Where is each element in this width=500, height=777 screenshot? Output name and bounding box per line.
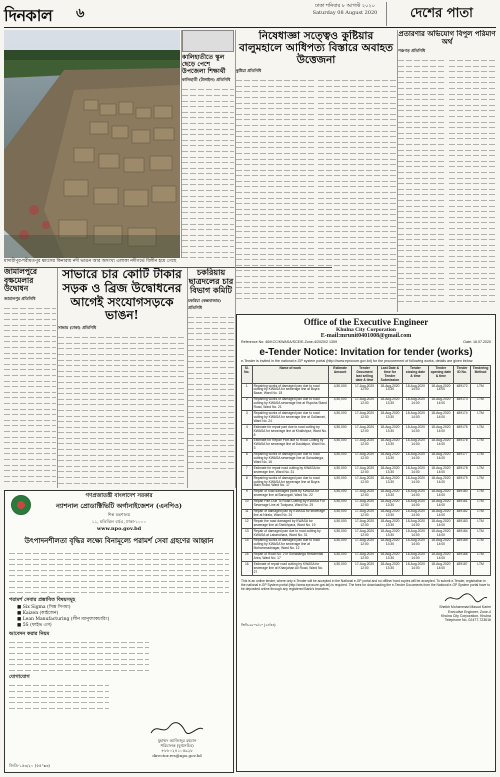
cell-id: 489177 — [454, 452, 471, 466]
cell-submission: 18-Aug-2020 13:30 — [377, 509, 402, 519]
cell-id: 489179 — [454, 476, 471, 490]
tender-row — [242, 509, 491, 519]
cell-submission: 18-Aug-2020 13:30 — [377, 562, 402, 576]
cell-doc-last: 17-Aug-2020 12:00 — [352, 476, 377, 490]
ad-service-item: ■ Kaizen (কাইজেন) — [17, 610, 59, 616]
story-columns — [236, 77, 396, 301]
cell-id: 489185 — [454, 538, 471, 552]
story-body-col1 — [398, 57, 446, 303]
col-sl: Sl. No. — [242, 366, 253, 384]
tender-row — [242, 452, 491, 466]
cell-opening: 18-Aug-2020 14:00 — [428, 529, 453, 539]
tender-row — [242, 529, 491, 539]
story-byline: সাভার (ঢাকা) প্রতিনিধি — [58, 325, 97, 331]
tender-row — [242, 538, 491, 552]
tender-row — [242, 466, 491, 476]
cell-opening: 18-Aug-2020 14:00 — [428, 425, 453, 439]
ad-signature-block — [129, 721, 225, 758]
cell-estimate: 4,50,000 — [328, 411, 351, 425]
cell-sl: 12 — [242, 519, 253, 529]
page-number: ৬ — [76, 6, 85, 21]
masthead — [4, 2, 496, 28]
notice-email-link[interactable]: E-mail:mrunit0401008@gmail.com — [320, 333, 412, 339]
story-byline: জামালপুর প্রতিনিধি — [4, 295, 36, 301]
cell-id: 489175 — [454, 425, 471, 439]
cell-name: Estimate for Repair Part due to Road Cutting by KWASA for sewerage line at Daulatpur, Ward No. 3 — [252, 438, 328, 452]
ad-contact-body — [9, 682, 109, 710]
cell-name: Estimate of repair road cutting by KWASA for sewerage line at Khanjahan Ali Road, Ward No. 27 — [252, 562, 328, 576]
cell-sl: 1 — [242, 384, 253, 398]
cell-opening: 18-Aug-2020 14:00 — [428, 384, 453, 398]
ad-signer-title: পরিচালক (যুগ্মসচিব) — [160, 743, 194, 748]
cell-id: 489176 — [454, 438, 471, 452]
cell-sl: 6 — [242, 452, 253, 466]
ad-footer — [9, 763, 229, 770]
cell-closing: 18-Aug-2020 14:00 — [403, 489, 428, 499]
cell-sl: 10 — [242, 499, 253, 509]
story-road-erosion — [58, 268, 186, 488]
cell-closing: 18-Aug-2020 14:00 — [403, 538, 428, 552]
notice-heading: e-Tender Notice: Invitation for tender (works) — [259, 347, 473, 358]
cell-submission: 18-Aug-2020 13:30 — [377, 411, 402, 425]
cell-estimate: 4,50,000 — [328, 499, 351, 509]
cell-closing: 18-Aug-2020 14:00 — [403, 552, 428, 562]
notice-signature-block — [237, 592, 495, 622]
cell-id: 489174 — [454, 411, 471, 425]
column-rule — [57, 268, 58, 488]
cell-opening: 18-Aug-2020 14:00 — [428, 552, 453, 562]
cell-closing: 18-Aug-2020 14:00 — [403, 519, 428, 529]
cell-doc-last: 17-Aug-2020 12:00 — [352, 519, 377, 529]
cell-id: 489182 — [454, 509, 471, 519]
col-name: Name of work — [252, 366, 328, 384]
cell-method: LTM — [471, 509, 491, 519]
cell-id: 489187 — [454, 562, 471, 576]
cell-id: 489181 — [454, 499, 471, 509]
cell-doc-last: 17-Aug-2020 12:00 — [352, 489, 377, 499]
cell-name: Repairing works of damaged pan due to road cutting by KWASA for sewerage line at Mohammadnagar, Ward No. 12 — [252, 538, 328, 552]
cell-doc-last: 17-Aug-2020 12:00 — [352, 538, 377, 552]
cell-sl: 13 — [242, 529, 253, 539]
tender-row — [242, 489, 491, 499]
cell-closing: 18-Aug-2020 14:00 — [403, 397, 428, 411]
cell-sl: 3 — [242, 411, 253, 425]
cell-name: Repairing works of damaged pan due to road cutting by KWASA for sewerage line at Boyra Main Road, Ward No. 17 — [252, 476, 328, 490]
cell-submission: 18-Aug-2020 13:30 — [377, 452, 402, 466]
cell-closing: 18-Aug-2020 14:00 — [403, 411, 428, 425]
cell-opening: 18-Aug-2020 14:00 — [428, 411, 453, 425]
story-body — [188, 314, 234, 471]
cell-id: 489186 — [454, 552, 471, 562]
cell-method: LTM — [471, 384, 491, 398]
ad-service-item: ■ Six Sigma (সিক্স সিগমা) — [17, 604, 71, 610]
story-kushtia — [236, 30, 396, 312]
cell-estimate: 4,50,000 — [328, 425, 351, 439]
cell-id: 489173 — [454, 397, 471, 411]
cell-method: LTM — [471, 466, 491, 476]
cell-estimate: 4,50,000 — [328, 509, 351, 519]
cell-sl: 11 — [242, 509, 253, 519]
cell-method: LTM — [471, 562, 491, 576]
story-headline: চকরিয়ায় ছাত্রদলের চার বিভাগ কমিটি — [188, 268, 234, 296]
story-kalihati — [182, 30, 234, 258]
cell-estimate: 4,50,000 — [328, 562, 351, 576]
story-body-col1 — [236, 77, 314, 301]
cell-submission: 18-Aug-2020 13:30 — [377, 552, 402, 562]
cell-opening: 18-Aug-2020 14:00 — [428, 509, 453, 519]
cell-method: LTM — [471, 552, 491, 562]
npo-advertisement — [4, 490, 234, 773]
story-headline: সাভারে চার কোটি টাকার সড়ক ও ব্রিজ উদ্বোধনের আগেই সংযোগসড়কে ভাঙন! — [62, 268, 182, 323]
cell-submission: 18-Aug-2020 13:30 — [377, 425, 402, 439]
ad-headline: উৎপাদনশীলতা বৃদ্ধির লক্ষ্যে বিনামূল্যে পরামর্শ সেবা গ্রহণের আহ্বান — [24, 536, 214, 545]
tender-row — [242, 562, 491, 576]
cell-id: 489172 — [454, 384, 471, 398]
cell-doc-last: 17-Aug-2020 12:00 — [352, 384, 377, 398]
cell-estimate: 4,50,000 — [328, 476, 351, 490]
ad-apply-title: আবেদন করার নিয়ম — [9, 630, 50, 637]
dateline — [304, 3, 386, 17]
tender-row — [242, 499, 491, 509]
notice-header — [237, 315, 495, 339]
cell-opening: 18-Aug-2020 14:00 — [428, 452, 453, 466]
signature-icon — [441, 592, 491, 604]
cell-id: 489178 — [454, 466, 471, 476]
cell-opening: 18-Aug-2020 14:00 — [428, 476, 453, 490]
cell-name: Repairing works of damaged pan due to road cutting by KWASA sewerage line at Sonadanga, Ward No. 16 — [252, 452, 328, 466]
date-en: Saturday 08 August 2020 — [312, 10, 378, 16]
col-doc-last: Tender Document last selling date & time — [352, 366, 377, 384]
cell-submission: 18-Aug-2020 13:30 — [377, 476, 402, 490]
tender-row — [242, 425, 491, 439]
cell-closing: 18-Aug-2020 14:00 — [403, 499, 428, 509]
story-thumbnail — [182, 30, 234, 52]
notice-signer-org: Khulna City Corporation, Khulna — [440, 613, 491, 618]
cell-sl: 15 — [242, 552, 253, 562]
cell-sl: 2 — [242, 397, 253, 411]
cell-doc-last: 17-Aug-2020 12:00 — [352, 529, 377, 539]
column-rule — [181, 30, 182, 258]
cell-opening: 18-Aug-2020 14:00 — [428, 519, 453, 529]
story-body — [58, 334, 186, 485]
cell-submission: 18-Aug-2020 13:30 — [377, 519, 402, 529]
cell-closing: 18-Aug-2020 14:00 — [403, 562, 428, 576]
notice-date: Date: 16.07.2020 — [463, 340, 491, 344]
cell-name: Repair of damaged pan due to road cutting by KWASA at Labanchara, Ward No. 31 — [252, 529, 328, 539]
story-headline: কালিহাতীতে স্কুল ছেড়ে পেশে উপজেলা শিক্ষার্থী — [182, 54, 226, 76]
cell-name: Repair the road damaged by KWASA for sewerage line at Sheikhpara, Ward No. 19 — [252, 519, 328, 529]
tender-row — [242, 411, 491, 425]
story-byline: পঞ্চগড় প্রতিনিধি — [398, 48, 426, 54]
cell-estimate: 4,50,000 — [328, 489, 351, 499]
cell-sl: 7 — [242, 466, 253, 476]
cell-sl: 5 — [242, 438, 253, 452]
tender-notice — [236, 314, 496, 772]
notice-footer: This is an online tender, where only e-Tender will be accepted in the National e-GP portal and no offline/ hard copies will be accepted. To submit e-Tender, registration in the national e-GP System portal (http://www.eprocure.gov.bd) is required. The fees for downloading the e-Tender Documents from the National e-GP System portal have to be deposited online through any registered Bank's branches. — [241, 579, 490, 592]
cell-method: LTM — [471, 425, 491, 439]
tender-row — [242, 476, 491, 490]
section-title: দেশের পাতা — [386, 2, 496, 26]
cell-method: LTM — [471, 529, 491, 539]
cell-method: LTM — [471, 489, 491, 499]
story-right — [398, 30, 496, 312]
cell-doc-last: 17-Aug-2020 12:00 — [352, 499, 377, 509]
cell-opening: 18-Aug-2020 14:00 — [428, 538, 453, 552]
story-headline: প্রতারণার অভিযোগ বিপুল পরিমাণ অর্থ — [398, 30, 496, 47]
cell-method: LTM — [471, 438, 491, 452]
ad-email-link[interactable]: director.res@npo.gov.bd — [152, 753, 202, 758]
cell-sl: 16 — [242, 562, 253, 576]
cell-doc-last: 17-Aug-2020 12:00 — [352, 452, 377, 466]
date-bn: ঢাকা শনিবার ৮ আগস্ট ২০২০ — [315, 3, 375, 9]
cell-doc-last: 17-Aug-2020 12:00 — [352, 425, 377, 439]
notice-memo: জিডি-৯৮০৬/২০ (২৩”x৩) — [241, 623, 276, 628]
cell-id: 489184 — [454, 529, 471, 539]
cell-closing: 18-Aug-2020 14:00 — [403, 476, 428, 490]
ad-services-title: পরামর্শ সেবার প্রস্তাবিত বিষয়সমূহ — [9, 596, 76, 603]
ad-service-item: ■ 5S (ফাইভ এস) — [17, 622, 52, 628]
ad-phone: +৮৮০২৪১০৫৯২৮ — [161, 748, 193, 753]
story-headline: জামালপুরে বৃক্ষমেলার উদ্বোধন — [4, 268, 38, 294]
cell-estimate: 4,50,000 — [328, 529, 351, 539]
river-erosion-photo — [4, 30, 180, 258]
column-rule — [397, 30, 398, 312]
col-closing: Tender closing date & time — [403, 366, 428, 384]
ad-signer-name: মুহাম্মদ আজিজুর রহমান — [157, 738, 197, 743]
cell-estimate: 4,50,000 — [328, 552, 351, 562]
notice-signer-phone: Telephone No. 02477-723616 — [444, 618, 491, 622]
cell-name: Repair of damaged pan by KWASA for sewerage line at Nirala, Ward No. 24 — [252, 509, 328, 519]
cell-name: Repairing works of damaged pan due to road cutting by KWASA for sewerage line at Gollamari, Ward No. 24 — [252, 411, 328, 425]
cell-submission: 18-Aug-2020 13:30 — [377, 438, 402, 452]
tender-row — [242, 552, 491, 562]
notice-signer-title: Executive Engineer, Zone-4 — [448, 609, 491, 614]
cell-name: Repair Part Due To Road Cutting By KWASA For Sewerage Line at Tootpara, Ward No. 29 — [252, 499, 328, 509]
government-seal-icon — [11, 495, 31, 515]
cell-doc-last: 17-Aug-2020 12:00 — [352, 438, 377, 452]
ad-organization: ন্যাশনাল প্রোডাক্টিভিটি অর্গানাইজেশন (এনপিও) — [56, 502, 182, 510]
cell-estimate: 4,50,000 — [328, 384, 351, 398]
ad-government: গণপ্রজাতন্ত্রী বাংলাদেশ সরকার — [85, 493, 153, 499]
cell-opening: 18-Aug-2020 14:00 — [428, 466, 453, 476]
cell-submission: 18-Aug-2020 13:30 — [377, 538, 402, 552]
ad-website-link[interactable]: www.npo.gov.bd — [96, 526, 142, 532]
story-byline: কুষ্টিয়া প্রতিনিধি — [236, 68, 262, 74]
signature-icon — [147, 721, 207, 737]
cell-sl: 9 — [242, 489, 253, 499]
cell-doc-last: 17-Aug-2020 12:00 — [352, 466, 377, 476]
cell-method: LTM — [471, 538, 491, 552]
cell-estimate: 4,50,000 — [328, 452, 351, 466]
newspaper-logo: দিনকাল — [4, 6, 53, 25]
story-body — [4, 305, 56, 484]
notice-signer-name: Sheikh Mohammad Masud Karim — [439, 605, 491, 610]
story-body-col2 — [318, 77, 396, 301]
cell-name: Repair of road damaged parts by KWASA for sewerage line at Banorgati, Ward No. 22 — [252, 489, 328, 499]
col-opening: Tender opening date & time — [428, 366, 453, 384]
ad-body — [9, 550, 229, 595]
ad-service-item: ■ Lean Manufacturing (লীন ম্যানুফ্যাকচারিং) — [17, 616, 110, 622]
tender-table-header — [242, 366, 491, 384]
cell-closing: 18-Aug-2020 14:00 — [403, 452, 428, 466]
cell-method: LTM — [471, 476, 491, 490]
notice-title: Office of the Executive Engineer — [303, 317, 429, 327]
cell-submission: 18-Aug-2020 13:30 — [377, 529, 402, 539]
cell-estimate: 4,50,000 — [328, 438, 351, 452]
story-body — [182, 86, 234, 258]
story-body-col2 — [449, 57, 497, 303]
cell-name: Repair of Road No. 2 in Sonadanga Residential Area, Ward No. 17 — [252, 552, 328, 562]
tender-row — [242, 438, 491, 452]
cell-opening: 18-Aug-2020 14:00 — [428, 562, 453, 576]
ad-contact-title: যোগাযোগ — [9, 674, 30, 681]
story-jamalpur — [4, 268, 56, 488]
col-estimate: Estimate Amount — [328, 366, 351, 384]
cell-sl: 14 — [242, 538, 253, 552]
cell-closing: 18-Aug-2020 14:00 — [403, 384, 428, 398]
cell-estimate: 4,50,000 — [328, 538, 351, 552]
cell-submission: 18-Aug-2020 13:30 — [377, 499, 402, 509]
tender-row — [242, 397, 491, 411]
cell-estimate: 4,50,000 — [328, 519, 351, 529]
col-id: Tender ID No. — [454, 366, 471, 384]
cell-method: LTM — [471, 397, 491, 411]
cell-name: Repairing works of damaged pan due to road cutting by KWASA sewerage line at Rupsha Stand Road, Ward No. 21 — [253, 397, 327, 410]
cell-name: Estimate for repair part due to road cutting by KWASA for sewerage line at Khalishpur, Ward No. 8 — [253, 424, 327, 437]
cell-sl: 4 — [242, 425, 253, 439]
notice-subtitle: Khulna City Corporation — [336, 327, 396, 333]
ad-ministry: শিল্প মন্ত্রণালয় — [107, 512, 131, 517]
cell-closing: 18-Aug-2020 14:00 — [403, 438, 428, 452]
cell-closing: 18-Aug-2020 14:00 — [403, 529, 428, 539]
cell-closing: 18-Aug-2020 14:00 — [403, 466, 428, 476]
cell-submission: 18-Aug-2020 13:30 — [377, 397, 402, 411]
cell-doc-last: 17-Aug-2020 12:00 — [352, 411, 377, 425]
tender-row — [242, 384, 491, 398]
cell-estimate: 4,50,000 — [328, 466, 351, 476]
column-rule — [187, 268, 188, 488]
col-method: Tendering Method — [471, 366, 491, 384]
cell-method: LTM — [471, 452, 491, 466]
cell-closing: 18-Aug-2020 14:00 — [403, 509, 428, 519]
cell-id: 489180 — [454, 489, 471, 499]
tender-row — [242, 519, 491, 529]
story-byline: কালিহাতী (টাঙ্গাইল) প্রতিনিধি — [182, 77, 231, 83]
cell-closing: 18-Aug-2020 14:00 — [403, 425, 428, 439]
cell-doc-last: 17-Aug-2020 12:00 — [352, 509, 377, 519]
cell-opening: 18-Aug-2020 14:00 — [428, 397, 453, 411]
cell-estimate: 4,50,000 — [328, 397, 351, 411]
cell-sl: 8 — [242, 476, 253, 490]
tender-table-body — [242, 384, 491, 576]
ad-apply-body — [9, 639, 149, 673]
col-submission: Last Date & time for Tender Submission — [377, 366, 402, 384]
cell-method: LTM — [471, 499, 491, 509]
cell-method: LTM — [471, 411, 491, 425]
cell-id: 489183 — [454, 519, 471, 529]
cell-name: Estimate for repair road cutting by KWASA for sewerage line, Ward No. 31 — [252, 466, 328, 476]
cell-opening: 18-Aug-2020 14:00 — [428, 499, 453, 509]
cell-method: LTM — [471, 519, 491, 529]
story-byline: চকরিয়া (কক্সবাজার) প্রতিনিধি — [188, 297, 222, 310]
cell-doc-last: 17-Aug-2020 12:00 — [352, 552, 377, 562]
cell-doc-last: 17-Aug-2020 12:00 — [352, 397, 377, 411]
notice-reference: Reference No: 46/KCC/KWASA/SCE/E-Zone-4/2020/2 1309 — [241, 340, 337, 344]
photo-caption: মাদারীপুর-শরীয়তপুর ধ্বংসের কিনারায় নদী ভাঙন আর অসংখ্য এলাকা নদীগর্ভে বিলীন হয়ে গেছে — [4, 259, 332, 268]
cell-submission: 18-Aug-2020 13:30 — [377, 489, 402, 499]
cell-submission: 18-Aug-2020 13:30 — [377, 466, 402, 476]
tender-table — [241, 365, 491, 576]
cell-opening: 18-Aug-2020 14:00 — [428, 438, 453, 452]
cell-name: Repairing works of damaged pan due to road cutting by KWASA for sewerage line at Boyra Bazar, Ward No. 15 — [252, 384, 328, 398]
notice-intro: e-Tender is invited in the national e-GP system portal (http://www.eprocure.gov.bd) for the procurement of following works, details are given below: — [241, 359, 474, 363]
story-headline: নিষেধাজ্ঞা সত্ত্বেও কুষ্টিয়ার বালুমহালে আধিপত্য বিস্তারে অবাহত উত্তেজনা — [238, 30, 394, 67]
cell-doc-last: 17-Aug-2020 12:00 — [352, 562, 377, 576]
ad-services-list — [17, 605, 229, 629]
cell-submission: 18-Aug-2020 13:30 — [377, 384, 402, 398]
story-chakaria — [188, 268, 234, 488]
ad-memo: জিডি-১৫৩/২০ (৫৫”x৩) — [9, 763, 50, 768]
story-columns — [398, 57, 496, 303]
notice-reference-row — [237, 339, 495, 345]
ad-address: ১১, মতিঝিল বা/এ, ঢাকা-১০০০ — [91, 519, 147, 524]
cell-opening: 18-Aug-2020 14:00 — [428, 489, 453, 499]
